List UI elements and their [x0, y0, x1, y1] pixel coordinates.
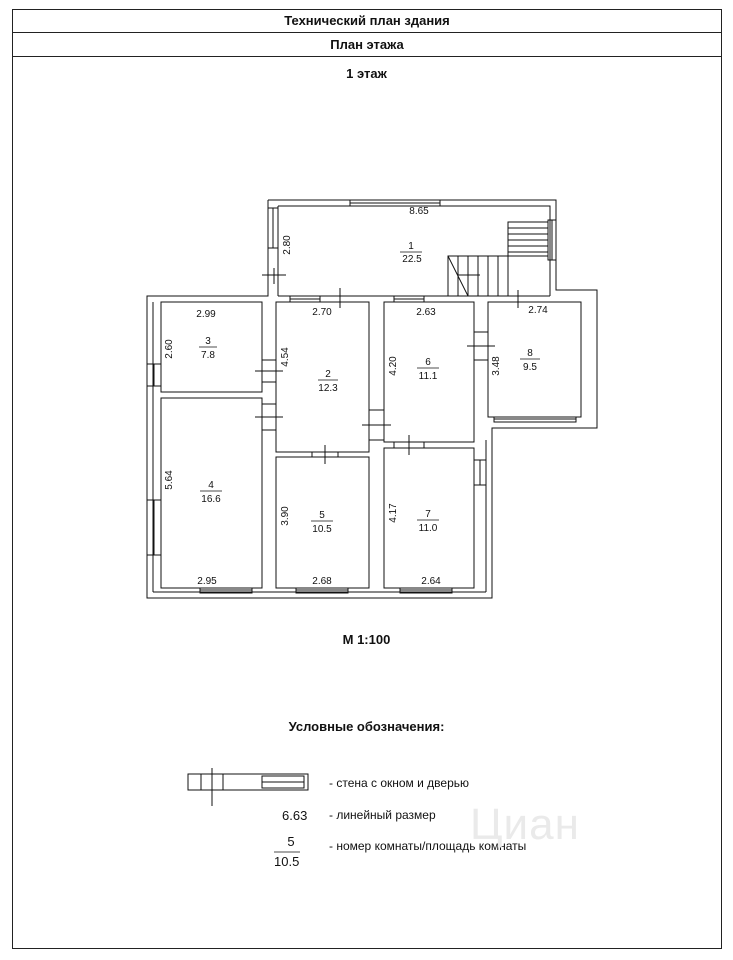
door: [394, 435, 424, 455]
window: [394, 296, 424, 302]
room-label-6: [417, 357, 439, 382]
dim-r7-h: 4.17: [388, 503, 399, 523]
room-number: 8: [527, 348, 533, 359]
room-number: 5: [319, 510, 325, 521]
room-area: 12.3: [318, 383, 338, 394]
floor-label: 1 этаж: [346, 66, 387, 81]
outer-walls: [147, 200, 597, 598]
room-walls: [161, 296, 581, 588]
room-area: 22.5: [402, 254, 422, 265]
dimension-labels: [164, 206, 548, 587]
window: [548, 220, 556, 260]
room-number: 1: [408, 241, 414, 252]
legend-dim-desc: - линейный размер: [329, 808, 436, 822]
room-4-wall: [161, 398, 262, 588]
dim-r2-w: 2.70: [312, 307, 332, 318]
document-subtitle: План этажа: [12, 33, 722, 57]
dim-r7-w: 2.64: [421, 576, 441, 587]
room-number: 3: [205, 336, 211, 347]
window: [147, 500, 161, 555]
room-number: 2: [325, 369, 331, 380]
dim-r6-h: 4.20: [388, 356, 399, 376]
window: [268, 208, 278, 248]
room-area: 10.5: [312, 524, 332, 535]
document-title: Технический план здания: [12, 9, 722, 33]
door: [255, 404, 283, 430]
legend-wall-desc: - стена с окном и дверью: [329, 776, 470, 790]
window: [494, 417, 576, 422]
dim-r3-h: 2.60: [164, 339, 175, 359]
dim-r4-w: 2.95: [197, 576, 217, 587]
dim-r1-w: 8.65: [409, 206, 429, 217]
legend-dim-example: 6.63: [282, 808, 308, 823]
room-label-4: [200, 480, 222, 505]
window: [147, 364, 161, 386]
room-number: 7: [425, 509, 431, 520]
legend-wall-symbol: [188, 768, 308, 806]
legend-title: Условные обозначения:: [288, 719, 445, 734]
room-number: 6: [425, 357, 431, 368]
room-area: 11.0: [418, 523, 438, 534]
door: [262, 268, 286, 284]
window: [474, 460, 486, 485]
dim-r2-h: 4.54: [280, 347, 291, 367]
windows: [147, 200, 576, 593]
room-area: 16.6: [201, 494, 221, 505]
dim-r6-w: 2.63: [416, 307, 436, 318]
room-label-8: [520, 348, 540, 373]
room-2-wall: [276, 302, 369, 452]
room-area: 11.1: [418, 371, 438, 382]
room-label-3: [199, 336, 217, 361]
dim-r4-h: 5.64: [164, 470, 175, 490]
legend-room-area-example: 10.5: [274, 854, 300, 869]
room-label-1: [400, 241, 422, 265]
stairs: [448, 222, 548, 296]
room-label-5: [311, 510, 333, 535]
door: [312, 445, 338, 464]
door: [362, 410, 391, 440]
legend-room-desc: - номер комнаты/площадь комнаты: [329, 839, 527, 853]
doors: [255, 268, 518, 464]
dim-r3-w: 2.99: [196, 309, 216, 320]
room-area: 9.5: [523, 362, 537, 373]
door: [467, 332, 495, 360]
dim-r8-w: 2.74: [528, 305, 548, 316]
room-number: 4: [208, 480, 214, 491]
dim-r5-w: 2.68: [312, 576, 332, 587]
watermark: Циан: [470, 800, 580, 849]
scale-label: М 1:100: [342, 632, 391, 647]
legend-room-num-example: 5: [287, 834, 295, 849]
room-area: 7.8: [201, 350, 215, 361]
dim-r8-h: 3.48: [491, 356, 502, 376]
dim-r1-h: 2.80: [282, 235, 293, 255]
dim-r5-h: 3.90: [280, 506, 291, 526]
room-label-2: [318, 369, 338, 394]
door: [255, 360, 283, 382]
window: [290, 296, 320, 302]
room-label-7: [417, 509, 439, 534]
